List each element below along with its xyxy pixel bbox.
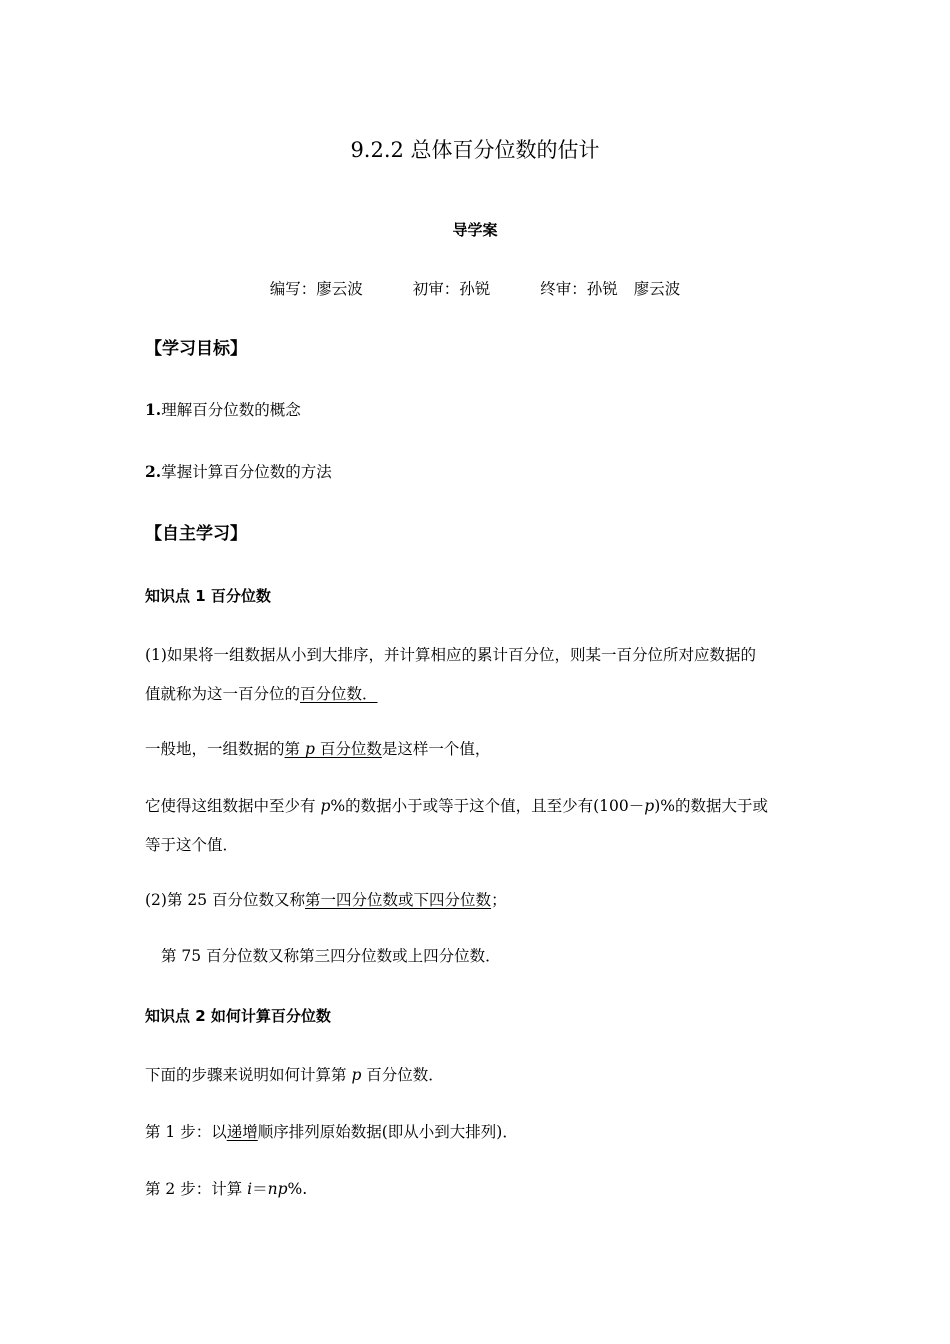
variable-p: p [351,1066,362,1084]
goal-item-1-text: 理解百分位数的概念 [161,401,301,419]
step-1 [145,1123,518,1142]
term-p-percentile-suffix: 百分位数 [314,740,382,758]
paragraph-6-tail: 百分位数． [361,1066,444,1084]
step-1-text: 顺序排列原始数据(即从小到大排列)． [257,1123,518,1141]
variable-i: i [247,1180,253,1198]
knowledge-point-1-heading: 知识点 1 百分位数 [145,587,271,605]
document-subtitle: 导学案 [452,221,498,239]
paragraph-2-text: 一般地，一组数据的 [145,740,285,758]
paragraph-3-line-a [145,797,768,816]
document-title: 9.2.2 总体百分位数的估计 [350,138,600,162]
goal-item-2-number: 2. [145,462,162,481]
goal-item-1 [145,401,301,420]
authors-line [0,280,950,299]
term-p-percentile-prefix: 第 [284,740,305,758]
paragraph-4-text: (2)第 25 百分位数又称 [145,891,306,909]
paragraph-4 [145,891,507,910]
paragraph-4-tail: ； [491,891,507,909]
step-2-label: 第 2 步：计算 [145,1180,248,1198]
step-1-label: 第 1 步：以 [145,1123,227,1141]
step-2-tail: %. [287,1180,308,1198]
paragraph-3-line-b: 等于这个值． [145,836,239,854]
variable-np: np [267,1180,288,1198]
paragraph-1-line-b [145,685,378,704]
paragraph-2 [145,740,490,759]
paragraph-2-tail: 是这样一个值， [381,740,491,758]
author-final-review-2: 廖云波 [633,280,681,298]
equals-sign: ＝ [252,1180,268,1198]
paragraph-1-line-a: (1)如果将一组数据从小到大排序，并计算相应的累计百分位，则某一百分位所对应数据的 [145,646,756,664]
paragraph-6-text: 下面的步骤来说明如何计算第 [145,1066,352,1084]
author-writer: 编写：廖云波 [269,280,363,298]
paragraph-5: 第 75 百分位数又称第三四分位数或上四分位数． [161,947,501,965]
step-2 [145,1180,307,1199]
goal-item-2 [145,463,332,482]
term-p-percentile [285,740,382,758]
self-study-heading: 【自主学习】 [145,524,247,544]
variable-p: p [320,797,331,815]
paragraph-1-text: 值就称为这一百分位的 [145,685,301,703]
author-first-review: 初审：孙锐 [412,280,491,298]
paragraph-3-text: 它使得这组数据中至少有 [145,797,321,815]
goal-item-2-text: 掌握计算百分位数的方法 [161,463,332,481]
term-ascending: 递增 [226,1123,258,1141]
paragraph-3-mid: %的数据小于或等于这个值，且至少有(100－ [330,797,645,815]
goals-heading: 【学习目标】 [145,339,247,359]
variable-p: p [644,797,655,815]
knowledge-point-2-heading: 知识点 2 如何计算百分位数 [145,1007,331,1025]
term-percentile: 百分位数． [300,685,378,703]
goal-item-1-number: 1. [145,400,162,419]
term-first-quartile: 第一四分位数或下四分位数 [305,891,492,909]
paragraph-3-tail: )%的数据大于或 [654,797,768,815]
paragraph-6 [145,1066,444,1085]
variable-p: p [304,740,315,758]
author-final-review: 终审：孙锐 [540,280,618,298]
